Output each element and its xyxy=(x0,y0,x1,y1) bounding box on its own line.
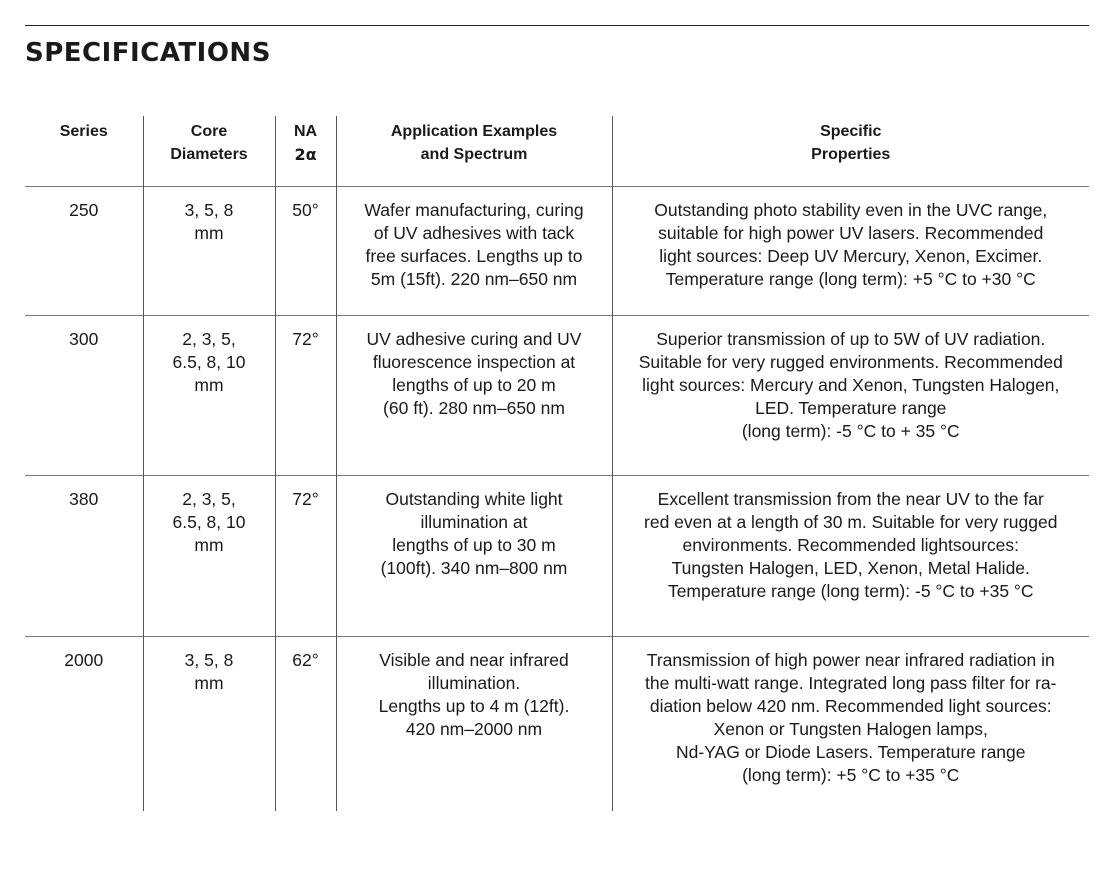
top-rule xyxy=(25,25,1089,26)
cell-core-diameters: 3, 5, 8 mm xyxy=(143,186,275,315)
cell-series: 380 xyxy=(25,475,143,636)
cell-properties: Superior transmission of up to 5W of UV radiation. Suitable for very rugged environments. Recommended light sources: Mercury and Xenon, Tungsten Halogen, LED. Temperature range (long term): -5 °C to + 35 °C xyxy=(612,315,1089,475)
table-row xyxy=(25,475,1089,636)
cell-series: 250 xyxy=(25,186,143,315)
table-header-row xyxy=(25,116,1089,186)
table-row xyxy=(25,636,1089,811)
cell-core-diameters: 2, 3, 5, 6.5, 8, 10 mm xyxy=(143,475,275,636)
cell-application: Outstanding white light illumination at lengths of up to 30 m (100ft). 340 nm–800 nm xyxy=(336,475,612,636)
specifications-table xyxy=(25,116,1089,811)
header-na xyxy=(275,116,336,186)
cell-application: Visible and near infrared illumination. Lengths up to 4 m (12ft). 420 nm–2000 nm xyxy=(336,636,612,811)
cell-properties: Excellent transmission from the near UV to the far red even at a length of 30 m. Suitable for very rugged environments. Recommended lightsources: Tungsten Halogen, LED, Xenon, Metal Halide. Temperature range (long term): -5 °C to +35 °C xyxy=(612,475,1089,636)
cell-series: 300 xyxy=(25,315,143,475)
cell-core-diameters: 2, 3, 5, 6.5, 8, 10 mm xyxy=(143,315,275,475)
header-core-diameters: Core Diameters xyxy=(143,116,275,186)
header-na-label: NA xyxy=(293,123,318,140)
cell-na: 62° xyxy=(275,636,336,811)
header-application: Application Examples and Spectrum xyxy=(336,116,612,186)
table-row xyxy=(25,315,1089,475)
cell-na: 72° xyxy=(275,475,336,636)
cell-core-diameters: 3, 5, 8 mm xyxy=(143,636,275,811)
cell-properties: Transmission of high power near infrared radiation in the multi-watt range. Integrated long pass filter for ra- diation below 420 nm. Recommended light sources: Xenon or Tungsten Halogen lamps, Nd-YAG or Diode Lasers. Temperature range (long term): +5 °C to +35 °C xyxy=(612,636,1089,811)
cell-na: 50° xyxy=(275,186,336,315)
header-properties: Specific Properties xyxy=(612,116,1089,186)
cell-na: 72° xyxy=(275,315,336,475)
table-row xyxy=(25,186,1089,315)
page-title: SPECIFICATIONS xyxy=(25,38,271,68)
cell-application: UV adhesive curing and UV fluorescence inspection at lengths of up to 20 m (60 ft). 280 nm–650 nm xyxy=(336,315,612,475)
cell-series: 2000 xyxy=(25,636,143,811)
header-na-angle: 2α xyxy=(294,145,317,164)
header-series: Series xyxy=(59,123,108,140)
cell-application: Wafer manufacturing, curing of UV adhesives with tack free surfaces. Lengths up to 5m (15ft). 220 nm–650 nm xyxy=(336,186,612,315)
cell-properties: Outstanding photo stability even in the UVC range, suitable for high power UV lasers. Recommended light sources: Deep UV Mercury, Xenon, Excimer. Temperature range (long term): +5 °C to +30 °C xyxy=(612,186,1089,315)
